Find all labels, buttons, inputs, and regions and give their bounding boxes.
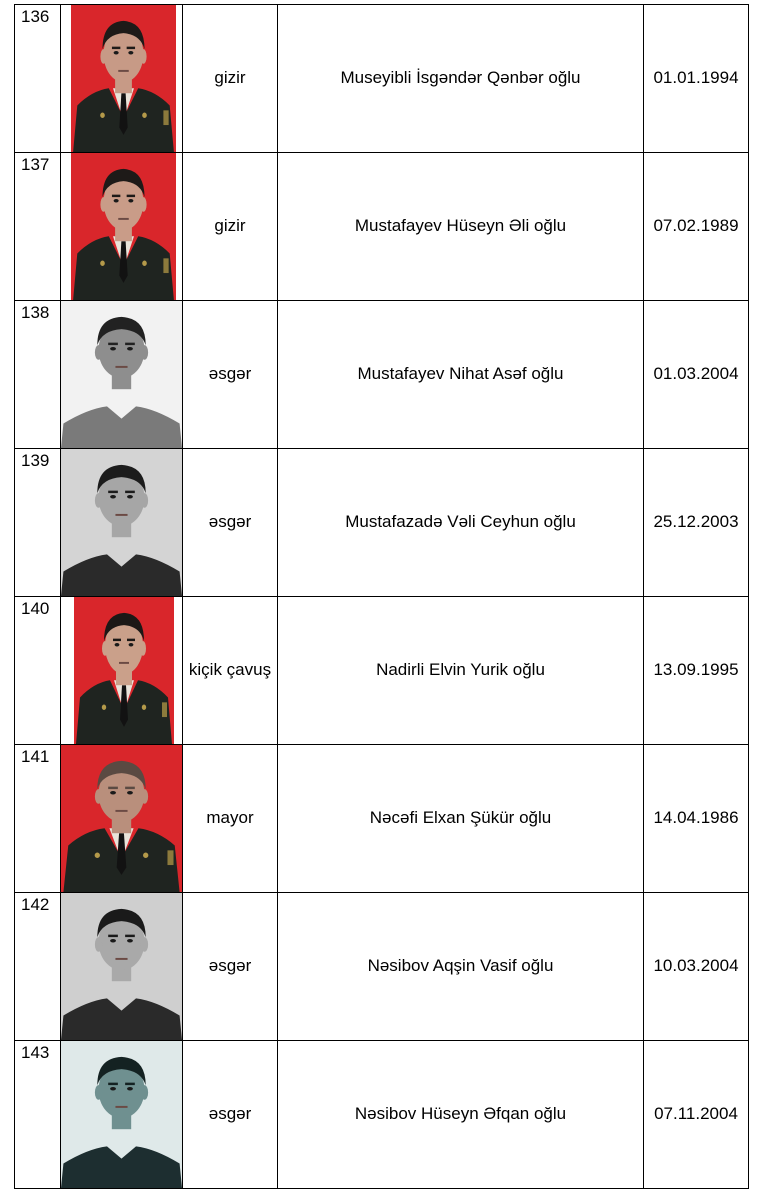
name-cell: Mustafayev Hüseyn Əli oğlu <box>278 153 644 301</box>
rank-cell: gizir <box>183 153 278 301</box>
name-cell: Nadirli Elvin Yurik oğlu <box>278 597 644 745</box>
rank-cell: əsgər <box>183 1041 278 1189</box>
table-row <box>15 745 749 893</box>
name-cell: Nəsibov Hüseyn Əfqan oğlu <box>278 1041 644 1189</box>
row-number: 136 <box>15 5 61 153</box>
table-row <box>15 893 749 1041</box>
row-number: 142 <box>15 893 61 1041</box>
birth-date-cell: 01.01.1994 <box>644 5 749 153</box>
portrait-image <box>61 893 182 1040</box>
rank-cell: gizir <box>183 5 278 153</box>
rank-cell: əsgər <box>183 449 278 597</box>
birth-date-cell: 13.09.1995 <box>644 597 749 745</box>
name-cell: Nəcəfi Elxan Şükür oğlu <box>278 745 644 893</box>
rank-cell: əsgər <box>183 301 278 449</box>
portrait-photo <box>61 1041 183 1189</box>
portrait-photo <box>61 449 183 597</box>
name-cell: Nəsibov Aqşin Vasif oğlu <box>278 893 644 1041</box>
birth-date-cell: 07.02.1989 <box>644 153 749 301</box>
row-number: 137 <box>15 153 61 301</box>
portrait-image <box>71 5 176 152</box>
portrait-photo <box>61 893 183 1041</box>
rank-cell: əsgər <box>183 893 278 1041</box>
name-cell: Museyibli İsgəndər Qənbər oğlu <box>278 5 644 153</box>
portrait-image <box>61 301 182 448</box>
table-row <box>15 153 749 301</box>
portrait-photo <box>61 5 183 153</box>
row-number: 141 <box>15 745 61 893</box>
table-row <box>15 301 749 449</box>
name-cell: Mustafayev Nihat Asəf oğlu <box>278 301 644 449</box>
table-row <box>15 5 749 153</box>
table-row <box>15 597 749 745</box>
birth-date-cell: 07.11.2004 <box>644 1041 749 1189</box>
rank-cell: mayor <box>183 745 278 893</box>
rank-cell: kiçik çavuş <box>183 597 278 745</box>
portrait-photo <box>61 153 183 301</box>
birth-date-cell: 10.03.2004 <box>644 893 749 1041</box>
portrait-image <box>61 449 182 596</box>
portrait-photo <box>61 597 183 745</box>
birth-date-cell: 01.03.2004 <box>644 301 749 449</box>
row-number: 139 <box>15 449 61 597</box>
portrait-image <box>61 745 182 892</box>
personnel-table <box>14 4 749 1189</box>
row-number: 143 <box>15 1041 61 1189</box>
portrait-image <box>61 1041 182 1188</box>
name-cell: Mustafazadə Vəli Ceyhun oğlu <box>278 449 644 597</box>
row-number: 140 <box>15 597 61 745</box>
table-row <box>15 1041 749 1189</box>
portrait-photo <box>61 301 183 449</box>
row-number: 138 <box>15 301 61 449</box>
birth-date-cell: 25.12.2003 <box>644 449 749 597</box>
portrait-image <box>71 153 176 300</box>
portrait-photo <box>61 745 183 893</box>
portrait-image <box>74 597 174 744</box>
birth-date-cell: 14.04.1986 <box>644 745 749 893</box>
table-row <box>15 449 749 597</box>
